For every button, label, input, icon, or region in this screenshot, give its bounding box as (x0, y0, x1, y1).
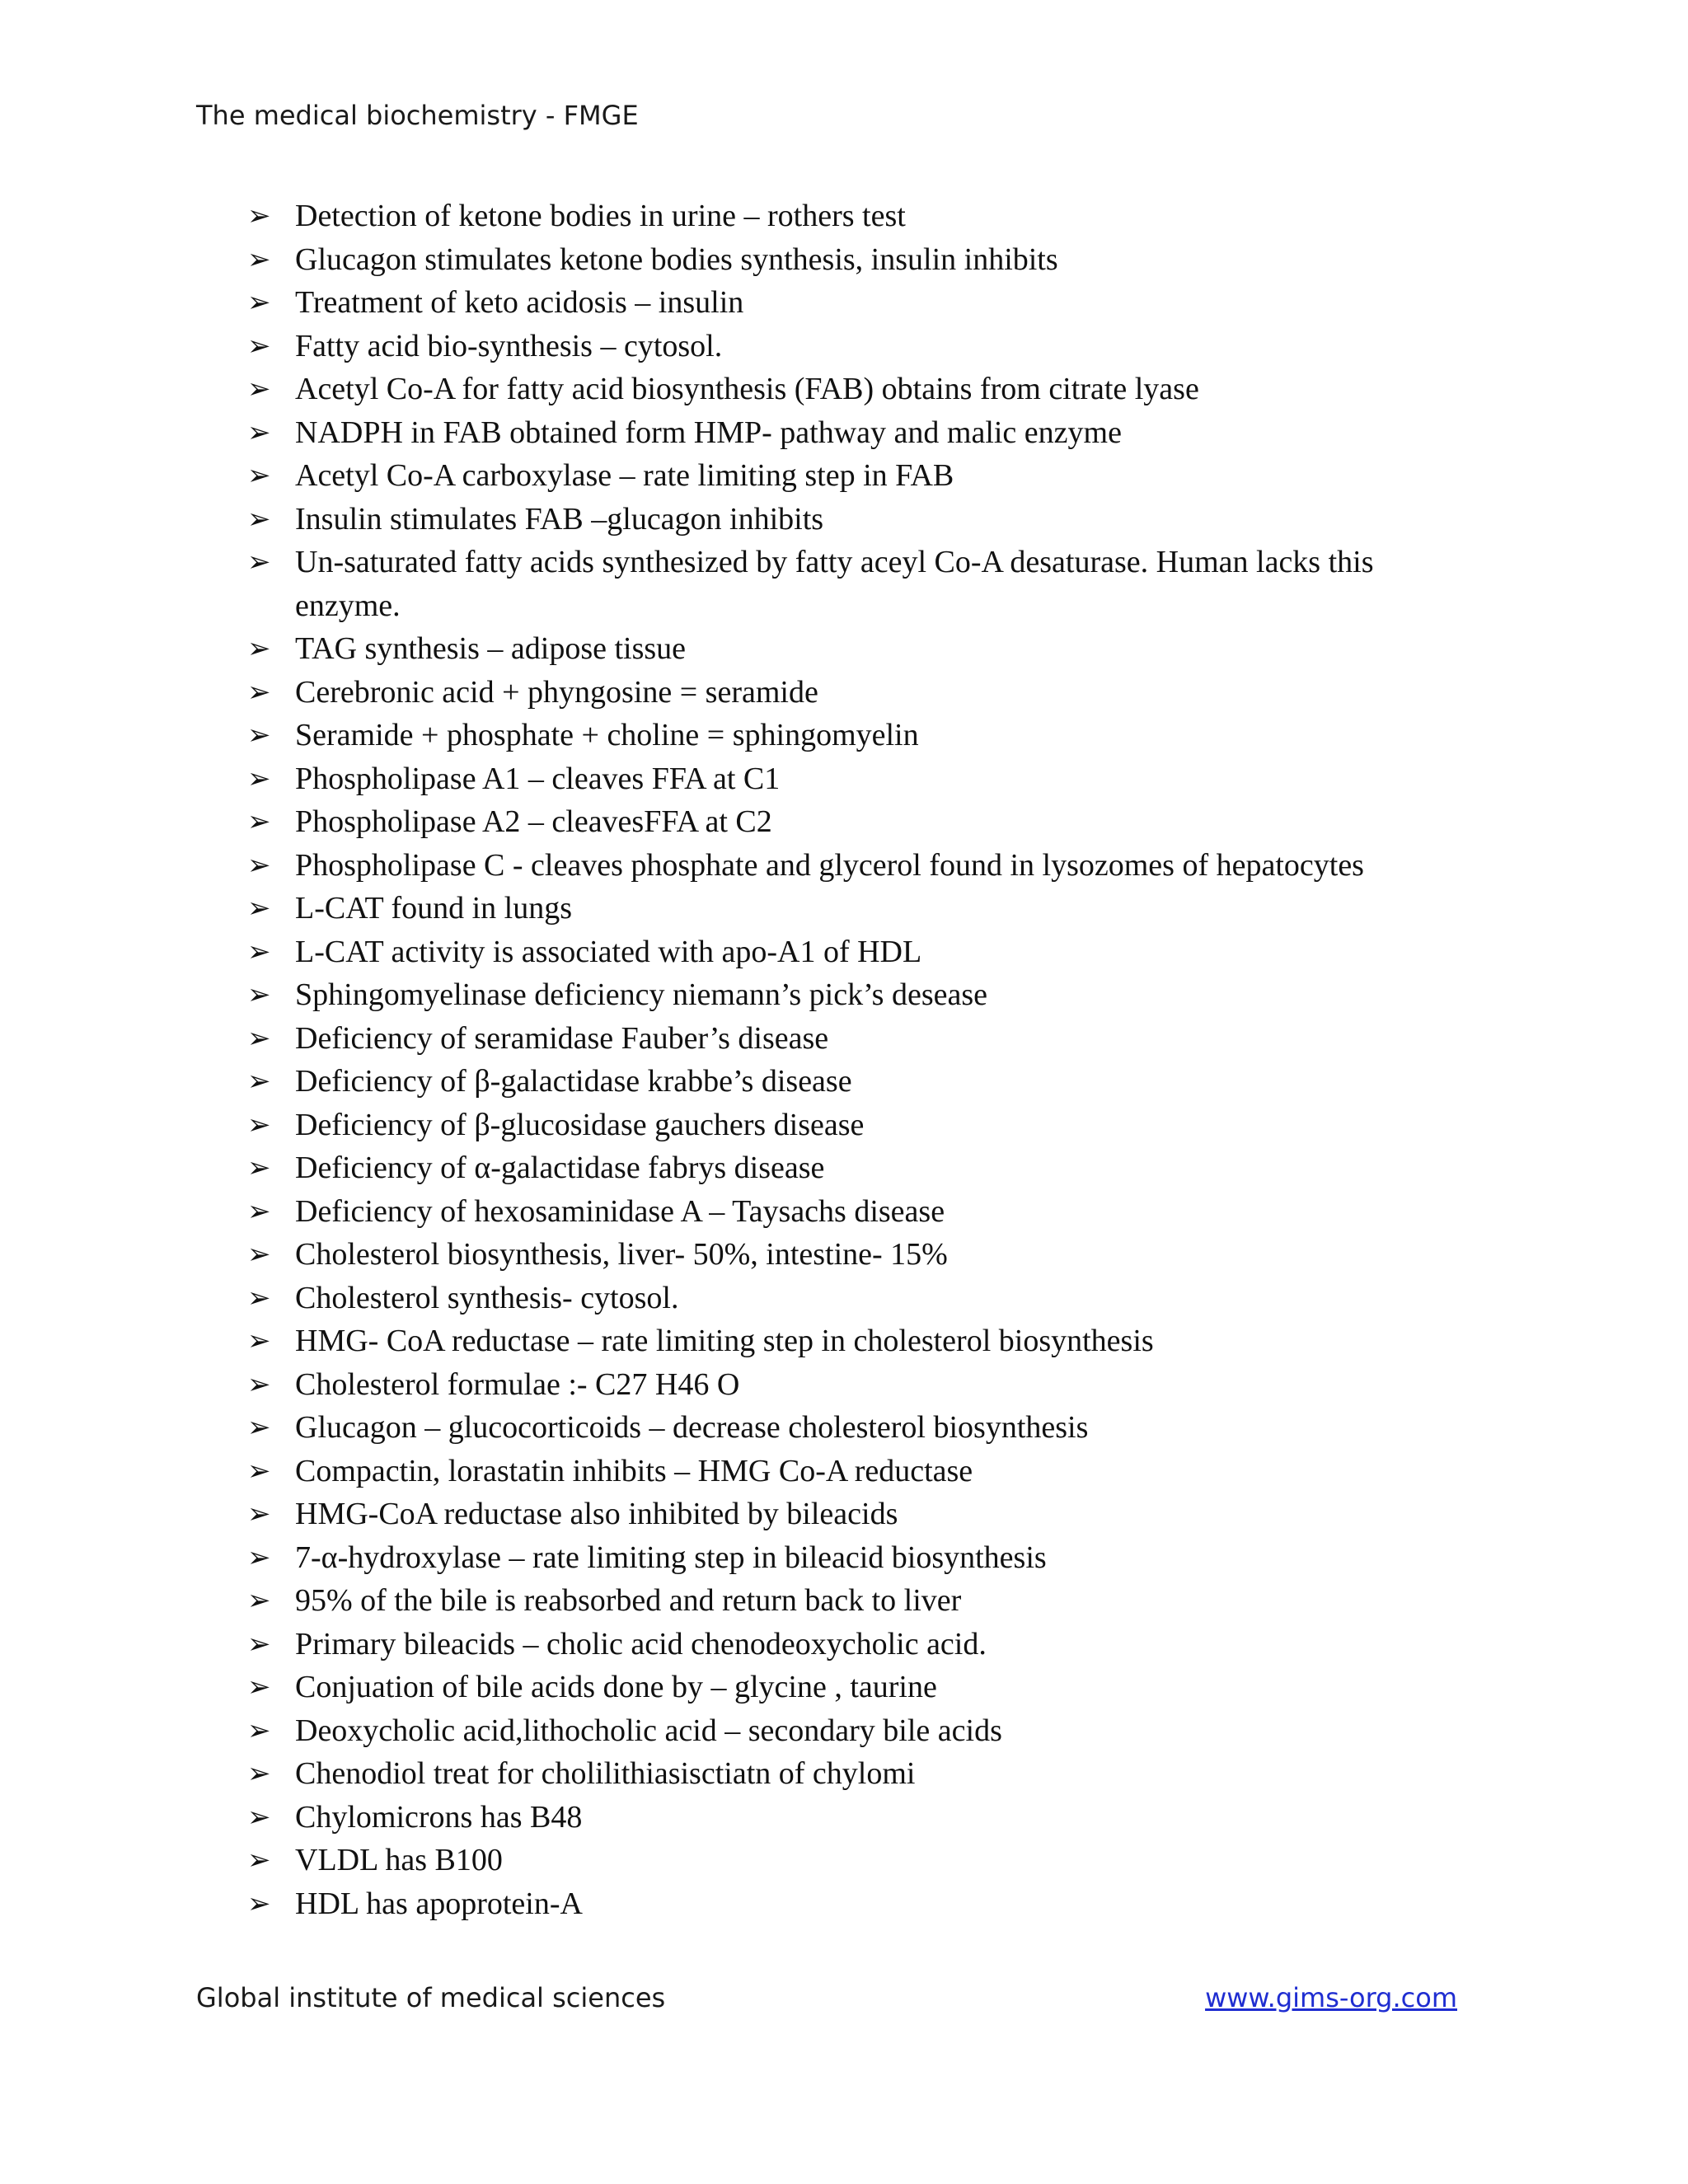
list-item (247, 627, 1484, 671)
list-item (247, 1146, 1484, 1190)
arrowhead-bullet-icon: ➢ (247, 286, 271, 319)
list-item-text: Deficiency of hexosaminidase A – Taysachs disease (295, 1193, 945, 1229)
list-item (247, 1104, 1484, 1147)
arrowhead-bullet-icon: ➢ (247, 459, 271, 492)
arrowhead-bullet-icon: ➢ (247, 805, 271, 838)
list-item (247, 844, 1484, 888)
page-footer (196, 1981, 1457, 2014)
list-item (247, 1882, 1484, 1926)
list-item-text: L-CAT activity is associated with apo-A1 of HDL (295, 934, 922, 969)
list-item-text: Sphingomyelinase deficiency niemann’s pick’s desease (295, 977, 987, 1012)
list-item (247, 325, 1484, 368)
arrowhead-bullet-icon: ➢ (247, 1713, 271, 1747)
list-item-text: Deficiency of seramidase Fauber’s disease (295, 1020, 829, 1056)
list-item-text: NADPH in FAB obtained form HMP- pathway and malic enzyme (295, 415, 1122, 450)
list-item (247, 411, 1484, 455)
list-item (247, 1536, 1484, 1580)
arrowhead-bullet-icon: ➢ (247, 1757, 271, 1790)
list-item-text: Compactin, lorastatin inhibits – HMG Co-A reductase (295, 1453, 973, 1488)
list-item-text: Acetyl Co-A carboxylase – rate limiting step in FAB (295, 458, 954, 493)
list-item (247, 541, 1484, 627)
arrowhead-bullet-icon: ➢ (247, 1671, 271, 1704)
list-item (247, 1277, 1484, 1320)
list-item (247, 1796, 1484, 1840)
arrowhead-bullet-icon: ➢ (247, 892, 271, 925)
list-item (247, 498, 1484, 541)
list-item (247, 1060, 1484, 1104)
arrowhead-bullet-icon: ➢ (247, 1108, 271, 1141)
list-item-text: HDL has apoprotein-A (295, 1886, 583, 1921)
list-item-text: Treatment of keto acidosis – insulin (295, 285, 744, 320)
list-item (247, 1752, 1484, 1796)
list-item-text: Phospholipase C - cleaves phosphate and glycerol found in lysozomes of hepatocytes (295, 847, 1364, 883)
list-item-text: Cholesterol biosynthesis, liver- 50%, intestine- 15% (295, 1237, 948, 1272)
list-item (247, 1623, 1484, 1666)
list-item (247, 1709, 1484, 1753)
arrowhead-bullet-icon: ➢ (247, 1540, 271, 1574)
list-item (247, 1190, 1484, 1234)
list-item (247, 1233, 1484, 1277)
arrowhead-bullet-icon: ➢ (247, 1021, 271, 1055)
list-item (247, 368, 1484, 411)
list-item-text: Seramide + phosphate + choline = sphingomyelin (295, 718, 919, 752)
list-item (247, 1319, 1484, 1363)
arrowhead-bullet-icon: ➢ (247, 1497, 271, 1530)
arrowhead-bullet-icon: ➢ (247, 242, 271, 276)
arrowhead-bullet-icon: ➢ (247, 415, 271, 449)
list-item-text: Cerebronic acid + phyngosine = seramide (295, 674, 818, 710)
list-item-text: Deficiency of β-glucosidase gauchers disease (295, 1107, 865, 1142)
arrowhead-bullet-icon: ➢ (247, 1281, 271, 1315)
arrowhead-bullet-icon: ➢ (247, 1844, 271, 1877)
list-item-text: HMG-CoA reductase also inhibited by bileacids (295, 1497, 898, 1531)
list-item (247, 973, 1484, 1017)
list-item (247, 671, 1484, 715)
list-item-text: Insulin stimulates FAB –glucagon inhibits (295, 501, 824, 537)
arrowhead-bullet-icon: ➢ (247, 546, 271, 579)
list-item-text: Acetyl Co-A for fatty acid biosynthesis (FAB) obtains from citrate lyase (295, 372, 1199, 406)
arrowhead-bullet-icon: ➢ (247, 848, 271, 882)
arrowhead-bullet-icon: ➢ (247, 1800, 271, 1834)
arrowhead-bullet-icon: ➢ (247, 1324, 271, 1357)
list-item-text: Detection of ketone bodies in urine – rothers test (295, 199, 906, 233)
list-item (247, 1579, 1484, 1623)
list-item (247, 454, 1484, 498)
list-item-text: 7-α-hydroxylase – rate limiting step in bileacid biosynthesis (295, 1540, 1047, 1575)
bullet-list (247, 194, 1484, 1925)
arrowhead-bullet-icon: ➢ (247, 935, 271, 968)
list-item-text: Cholesterol formulae :- C27 H46 O (295, 1366, 740, 1402)
list-item (247, 1493, 1484, 1536)
list-item-text: 95% of the bile is reabsorbed and return back to liver (295, 1583, 962, 1618)
list-item-text: TAG synthesis – adipose tissue (295, 631, 687, 666)
list-item-text: Fatty acid bio-synthesis – cytosol. (295, 328, 723, 363)
arrowhead-bullet-icon: ➢ (247, 1627, 271, 1661)
list-item (247, 194, 1484, 238)
list-item-text: Glucagon – glucocorticoids – decrease cholesterol biosynthesis (295, 1410, 1089, 1445)
list-item (247, 1666, 1484, 1709)
footer-website-link[interactable]: www.gims-org.com (1205, 1982, 1457, 2013)
list-item-text: Deficiency of β-galactidase krabbe’s disease (295, 1064, 852, 1099)
list-item (247, 1450, 1484, 1493)
list-item-text: Conjuation of bile acids done by – glycine , taurine (295, 1670, 937, 1704)
list-item (247, 1363, 1484, 1407)
arrowhead-bullet-icon: ➢ (247, 1886, 271, 1920)
list-item (247, 930, 1484, 974)
list-item-text: HMG- CoA reductase – rate limiting step in cholesterol biosynthesis (295, 1324, 1154, 1358)
list-item (247, 1839, 1484, 1882)
arrowhead-bullet-icon: ➢ (247, 329, 271, 363)
list-item-text: L-CAT found in lungs (295, 891, 573, 926)
arrowhead-bullet-icon: ➢ (247, 1367, 271, 1401)
list-item-text: Chylomicrons has B48 (295, 1799, 583, 1835)
arrowhead-bullet-icon: ➢ (247, 1238, 271, 1271)
list-item (247, 757, 1484, 801)
list-item (247, 887, 1484, 930)
arrowhead-bullet-icon: ➢ (247, 199, 271, 232)
arrowhead-bullet-icon: ➢ (247, 762, 271, 795)
list-item-text: Un-saturated fatty acids synthesized by fatty aceyl Co-A desaturase. Human lacks this enzyme. (295, 545, 1374, 623)
list-item-text: Chenodiol treat for cholilithiasisctiatn of chylomi (295, 1756, 916, 1791)
arrowhead-bullet-icon: ➢ (247, 373, 271, 405)
list-item-text: Deoxycholic acid,lithocholic acid – secondary bile acids (295, 1713, 1002, 1748)
arrowhead-bullet-icon: ➢ (247, 502, 271, 536)
arrowhead-bullet-icon: ➢ (247, 1411, 271, 1444)
list-item (247, 281, 1484, 325)
arrowhead-bullet-icon: ➢ (247, 978, 271, 1011)
list-item-text: Phospholipase A2 – cleavesFFA at C2 (295, 804, 772, 839)
page-title: The medical biochemistry - FMGE (196, 100, 639, 131)
list-item (247, 1017, 1484, 1061)
arrowhead-bullet-icon: ➢ (247, 1194, 271, 1228)
list-item (247, 800, 1484, 844)
list-item (247, 714, 1484, 757)
page-header (196, 99, 639, 132)
arrowhead-bullet-icon: ➢ (247, 1065, 271, 1098)
arrowhead-bullet-icon: ➢ (247, 675, 271, 709)
list-item (247, 238, 1484, 282)
arrowhead-bullet-icon: ➢ (247, 1151, 271, 1184)
list-item-text: Glucagon stimulates ketone bodies synthesis, insulin inhibits (295, 241, 1058, 277)
arrowhead-bullet-icon: ➢ (247, 1454, 271, 1488)
arrowhead-bullet-icon: ➢ (247, 719, 271, 752)
list-item-text: Primary bileacids – cholic acid chenodeoxycholic acid. (295, 1626, 987, 1661)
list-item-text: Deficiency of α-galactidase fabrys disease (295, 1151, 825, 1185)
list-item-text: Cholesterol synthesis- cytosol. (295, 1280, 679, 1315)
arrowhead-bullet-icon: ➢ (247, 1584, 271, 1617)
list-item (247, 1406, 1484, 1450)
footer-institute-name: Global institute of medical sciences (196, 1982, 666, 2013)
arrowhead-bullet-icon: ➢ (247, 632, 271, 665)
list-item-text: VLDL has B100 (295, 1843, 503, 1877)
list-item-text: Phospholipase A1 – cleaves FFA at C1 (295, 761, 781, 796)
